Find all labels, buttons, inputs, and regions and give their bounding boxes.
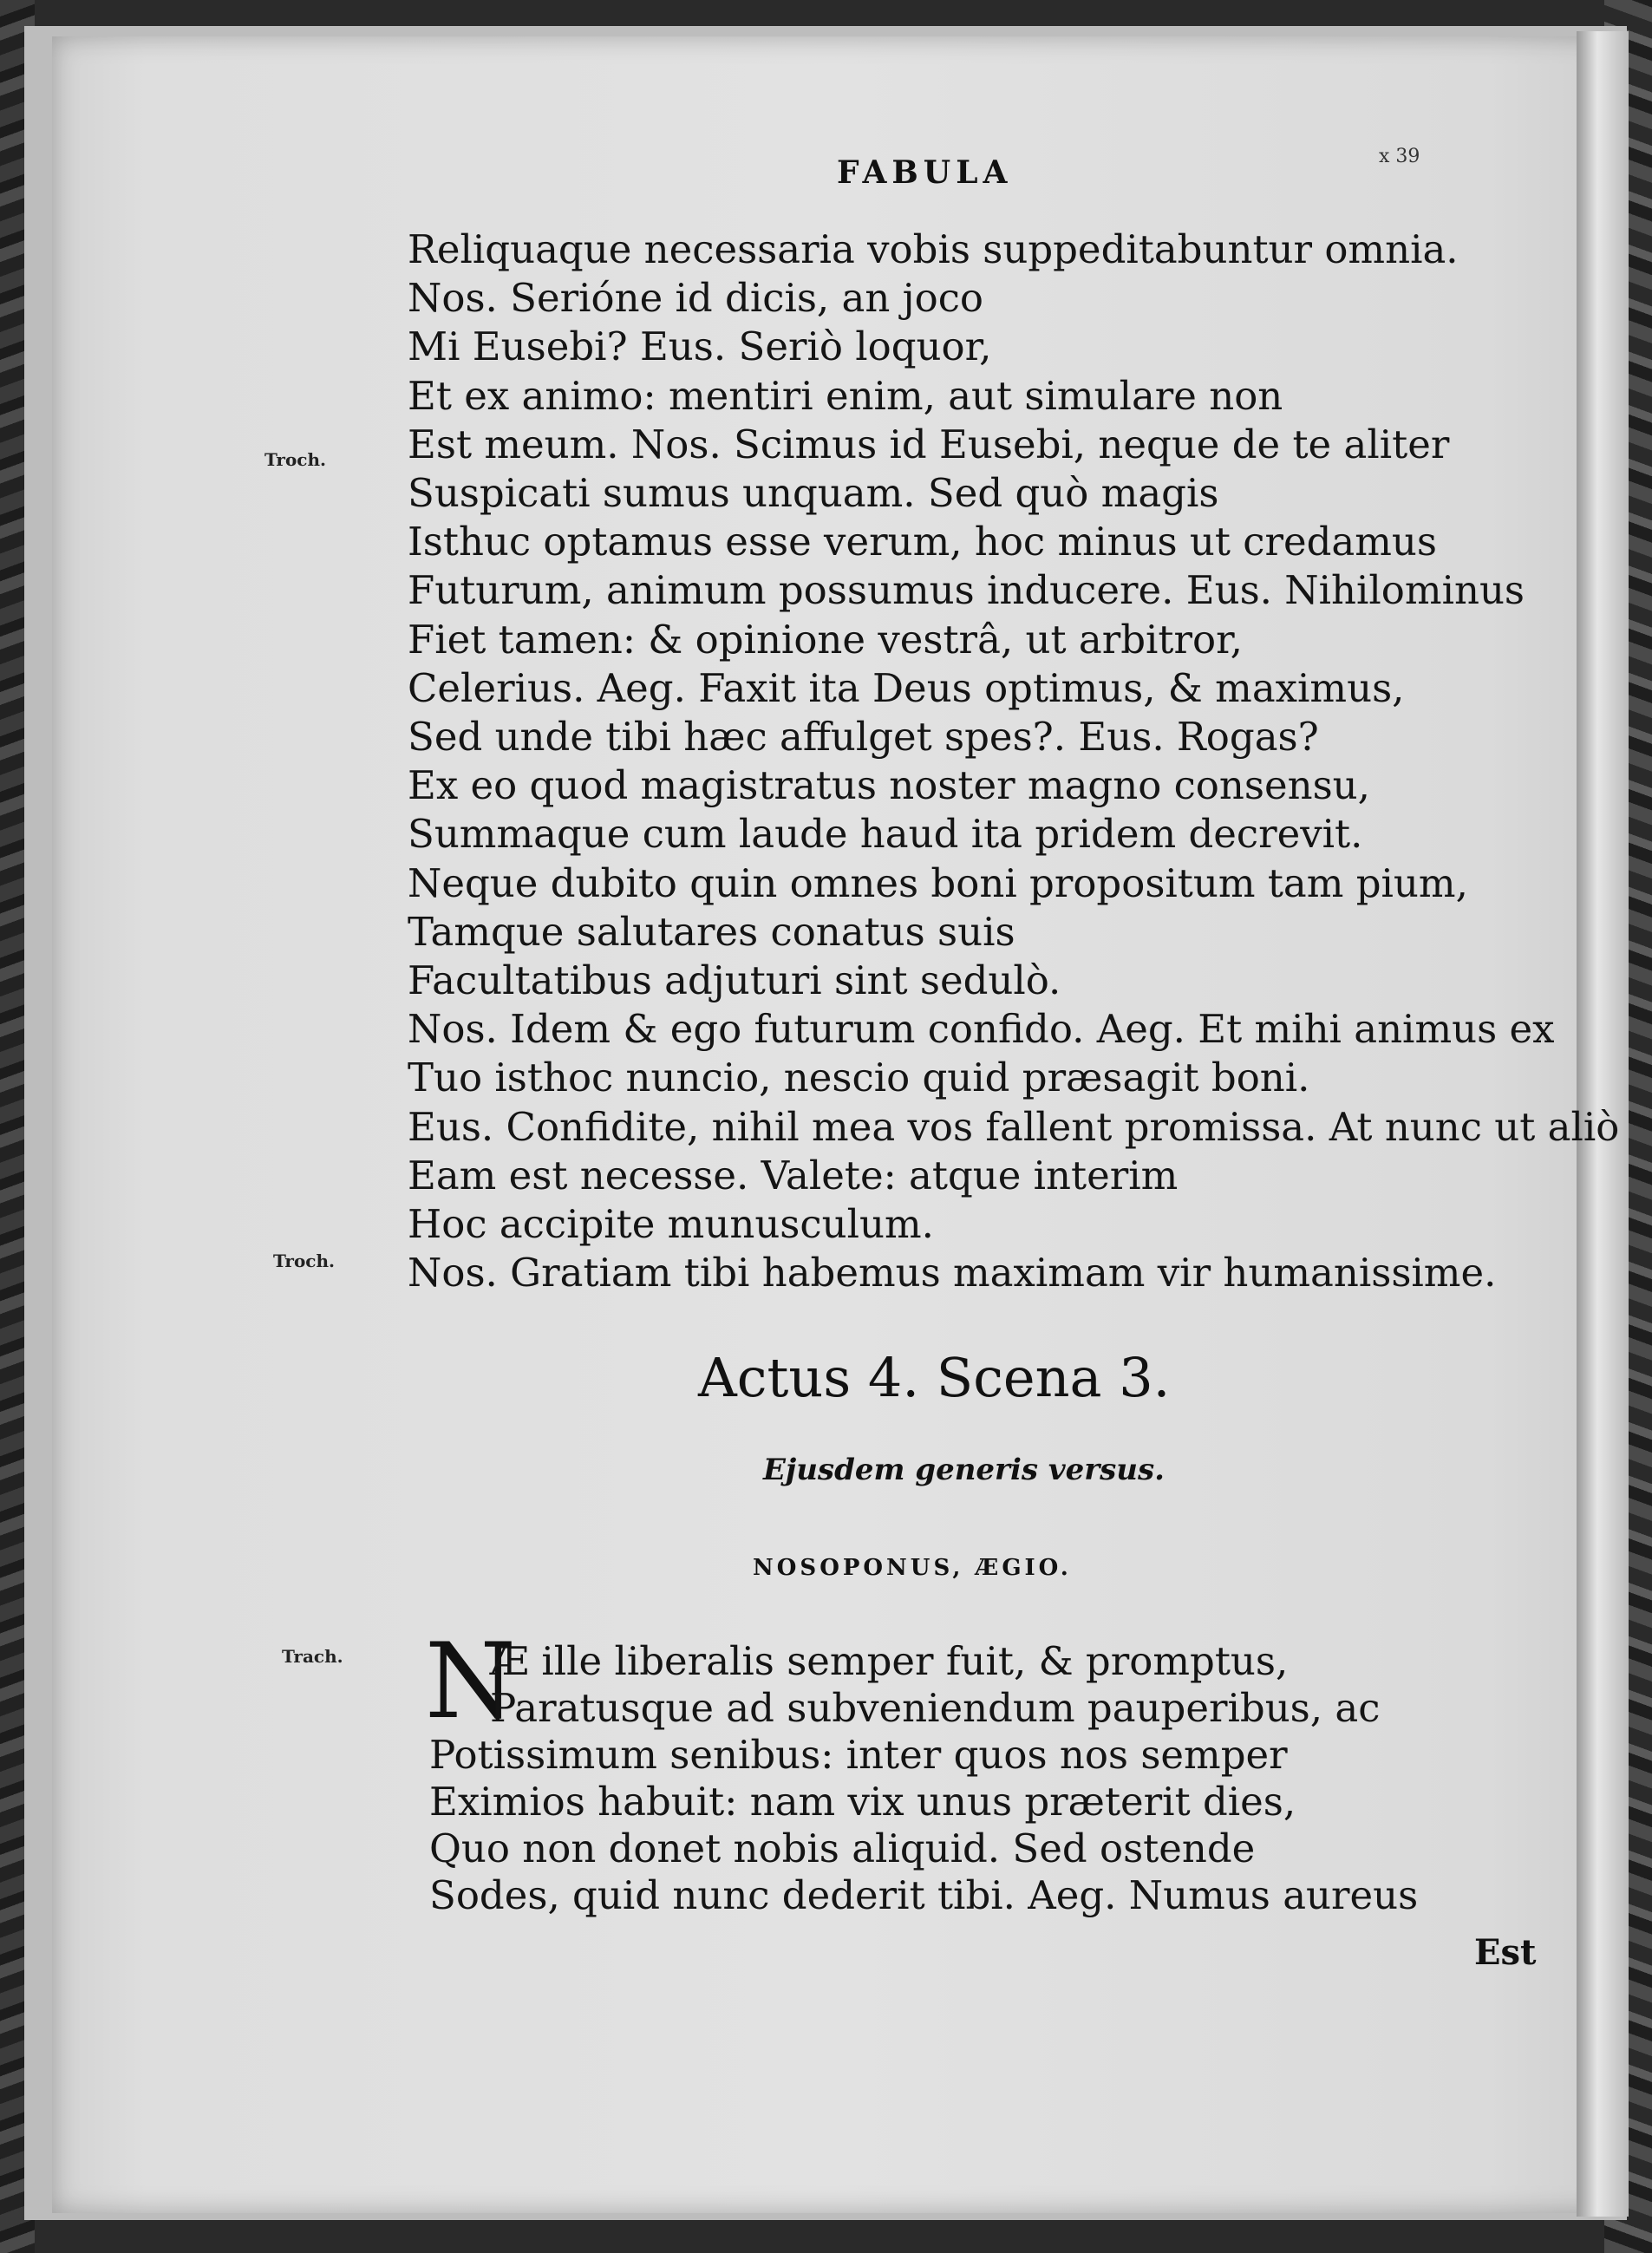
verse-line: Æ ille liberalis semper fuit, & promptus, [490,1638,1289,1684]
verse-line: Sed unde tibi hæc affulget spes?. Eus. Rogas? [408,714,1319,760]
verse-line: Neque dubito quin omnes boni propositum tam pium, [408,859,1468,906]
running-title: FABULA [837,154,1013,191]
verse-line: Nos. Idem & ego futurum confido. Aeg. Et mihi animus ex [408,1006,1555,1053]
verse-line: Suspicati sumus unquam. Sed quò magis [408,470,1219,516]
verse-line: Tuo isthoc nuncio, nescio quid præsagit boni. [408,1055,1310,1101]
verse-line: Fiet tamen: & opinione vestrâ, ut arbitror, [408,616,1243,663]
verse-line: Nos. Serióne id dicis, an joco [408,275,983,322]
verse-line: Est meum. Nos. Scimus id Eusebi, neque de te aliter [408,421,1450,467]
folio-number: x 39 [1379,146,1420,167]
verse-line: Et ex animo: mentiri enim, aut simulare non [408,372,1283,419]
verse-line: Quo non donet nobis aliquid. Sed ostende [429,1825,1256,1871]
drop-cap: N [425,1622,516,1742]
verse-line: Tamque salutares conatus suis [408,908,1015,955]
verse-type-subheading: Ejusdem generis versus. [763,1453,1166,1487]
verse-line: Futurum, animum possumus inducere. Eus. Nihilominus [408,567,1525,614]
margin-note-trach: Trach. [282,1646,343,1667]
verse-line: Reliquaque necessaria vobis suppeditabuntur omnia. [408,226,1459,272]
verse-line: Celerius. Aeg. Faxit ita Deus optimus, & maximus, [408,664,1405,711]
verse-line: Mi Eusebi? Eus. Seriò loquor, [408,323,992,370]
verse-line: Sodes, quid nunc dederit tibi. Aeg. Numus aureus [429,1872,1419,1918]
margin-note-troch-1: Troch. [264,449,326,470]
verse-line: Summaque cum laude haud ita pridem decrevit. [408,811,1363,858]
verse-line: Eus. Confidite, nihil mea vos fallent promissa. At nunc ut aliò [408,1103,1620,1150]
act-scene-heading: Actus 4. Scena 3. [698,1346,1171,1409]
verse-line: Eximios habuit: nam vix unus præterit dies, [429,1779,1296,1825]
verse-block-bottom [429,1637,1557,1932]
verse-line: Isthuc optamus esse verum, hoc minus ut credamus [408,519,1437,565]
verse-line: Nos. Gratiam tibi habemus maximam vir humanissime. [408,1250,1497,1296]
verse-line: Potissimum senibus: inter quos nos semper [429,1732,1288,1778]
verse-block-top [408,225,1620,1309]
catchword: Est [1474,1932,1537,1973]
verse-line: Facultatibus adjuturi sint sedulò. [408,957,1061,1003]
verse-line: Ex eo quod magistratus noster magno consensu, [408,762,1370,809]
speakers-list: NOSOPONUS, ÆGIO. [753,1555,1072,1581]
verse-line: Hoc accipite munusculum. [408,1201,934,1247]
verse-line: Eam est necesse. Valete: atque interim [408,1152,1179,1198]
margin-note-troch-2: Troch. [273,1251,335,1271]
verse-line: Paratusque ad subveniendum pauperibus, ac [490,1685,1381,1731]
